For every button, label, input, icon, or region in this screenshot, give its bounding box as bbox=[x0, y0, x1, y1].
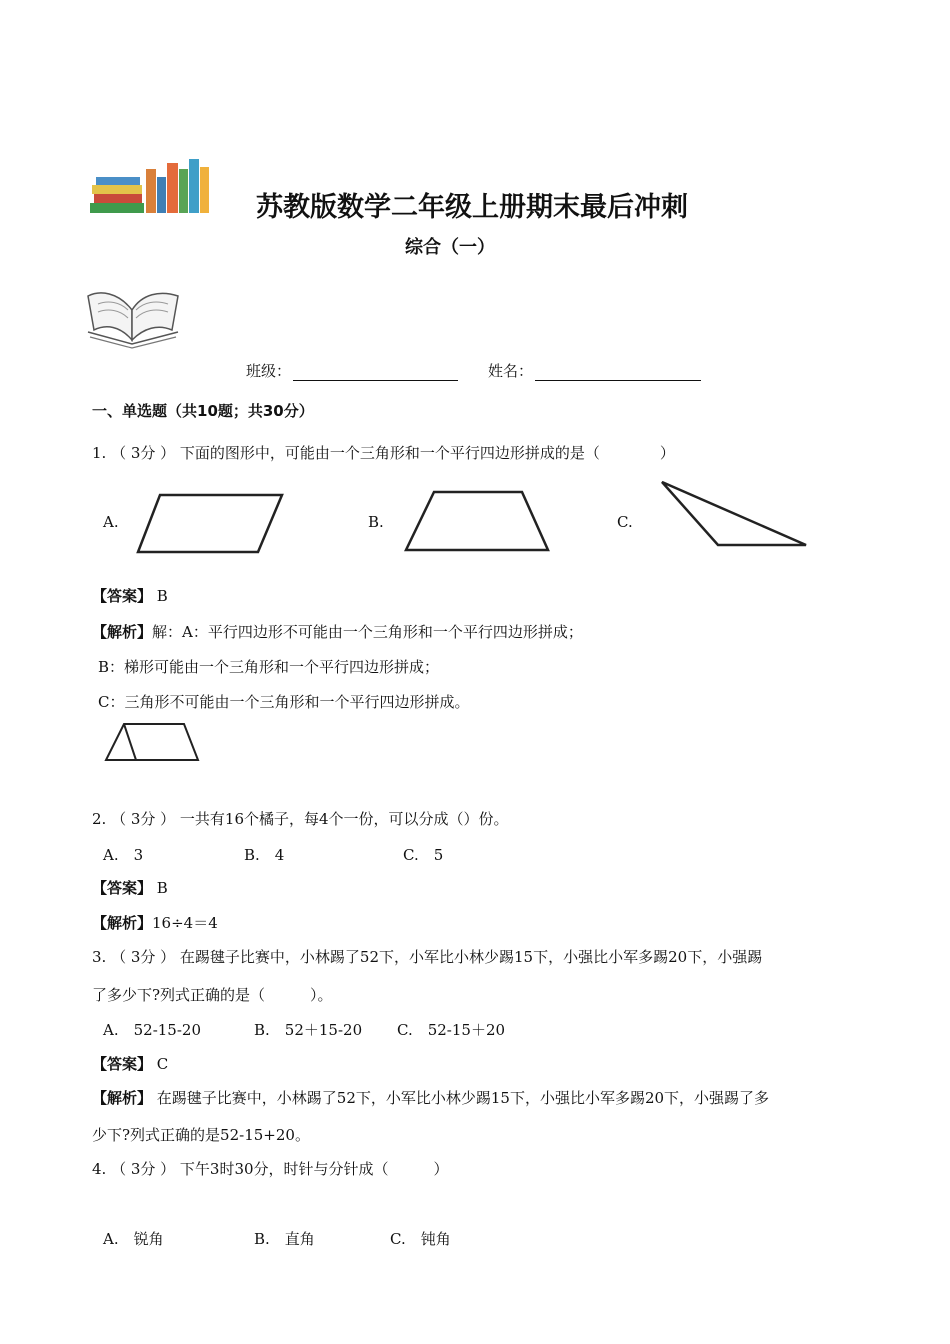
question-3-option-b[interactable]: B. 52＋15-20 bbox=[254, 1021, 363, 1039]
class-input-line[interactable] bbox=[293, 364, 458, 381]
analysis-tag: 【解析】 bbox=[92, 1089, 153, 1107]
question-3-stem-line-2: 了多少下?列式正确的是（ ）。 bbox=[92, 986, 333, 1004]
answer-value: C bbox=[156, 1055, 169, 1073]
parallelogram-figure bbox=[130, 490, 290, 560]
trapezoid-figure bbox=[396, 484, 556, 558]
triangle-figure bbox=[656, 478, 816, 552]
question-1-analysis-line-2: B：梯形可能由一个三角形和一个平行四边形拼成； bbox=[98, 658, 440, 676]
question-3-option-c[interactable]: C. 52-15＋20 bbox=[397, 1021, 506, 1039]
analysis-tag: 【解析】 bbox=[92, 914, 153, 932]
question-3-option-a[interactable]: A. 52-15-20 bbox=[103, 1021, 201, 1039]
analysis-tag: 【解析】 bbox=[92, 623, 153, 641]
analysis-line: 16÷4＝4 bbox=[152, 914, 218, 932]
question-3-stem-line-1: 3. （ 3分 ） 在踢毽子比赛中，小林踢了52下，小军比小林少踢15下，小强比小军多踢20下，小强踢 bbox=[92, 948, 763, 966]
answer-tag: 【答案】 bbox=[92, 1055, 153, 1073]
question-4-option-b[interactable]: B. 直角 bbox=[254, 1230, 315, 1248]
class-field[interactable] bbox=[246, 360, 458, 381]
trapezoid-split-figure bbox=[100, 720, 204, 768]
answer-value: B bbox=[156, 879, 168, 897]
page-title: 苏教版数学二年级上册期末最后冲刺 bbox=[256, 192, 688, 223]
question-1-answer bbox=[92, 585, 168, 606]
section-heading: 一、单选题（共10题；共30分） bbox=[92, 402, 314, 420]
question-3-analysis-line-2: 少下?列式正确的是52-15+20。 bbox=[92, 1126, 310, 1144]
question-4-option-c[interactable]: C. 钝角 bbox=[390, 1230, 451, 1248]
books-icon bbox=[88, 155, 213, 217]
question-1-stem: 1. （ 3分 ） 下面的图形中，可能由一个三角形和一个平行四边形拼成的是（ ） bbox=[92, 444, 675, 462]
page-subtitle: 综合（一） bbox=[405, 237, 495, 258]
question-2-analysis bbox=[92, 912, 218, 933]
question-1-analysis bbox=[92, 621, 583, 642]
question-2-option-c[interactable]: C. 5 bbox=[403, 846, 444, 864]
analysis-line: 在踢毽子比赛中，小林踢了52下，小军比小林少踢15下，小强比小军多踢20下，小强踢了多 bbox=[156, 1089, 770, 1107]
name-field[interactable] bbox=[488, 360, 701, 381]
question-2-option-a[interactable]: A. 3 bbox=[103, 846, 144, 864]
question-4-stem: 4. （ 3分 ） 下午3时30分，时针与分针成（ ） bbox=[92, 1160, 449, 1178]
analysis-line: 解：A：平行四边形不可能由一个三角形和一个平行四边形拼成； bbox=[152, 623, 583, 641]
question-2-stem: 2. （ 3分 ） 一共有16个橘子，每4个一份，可以分成（）份。 bbox=[92, 810, 509, 828]
answer-tag: 【答案】 bbox=[92, 879, 153, 897]
question-2-option-b[interactable]: B. 4 bbox=[244, 846, 285, 864]
question-1-analysis-line-3: C：三角形不可能由一个三角形和一个平行四边形拼成。 bbox=[98, 693, 470, 711]
answer-value: B bbox=[156, 587, 168, 605]
question-3-analysis bbox=[92, 1087, 769, 1108]
name-label: 姓名： bbox=[488, 362, 534, 380]
question-4-option-a[interactable]: A. 锐角 bbox=[103, 1230, 164, 1248]
class-label: 班级： bbox=[246, 362, 292, 380]
question-3-answer bbox=[92, 1053, 168, 1074]
name-input-line[interactable] bbox=[535, 364, 701, 381]
question-1-option-a[interactable]: A. bbox=[103, 513, 119, 531]
answer-tag: 【答案】 bbox=[92, 587, 153, 605]
question-1-option-c[interactable]: C. bbox=[617, 513, 633, 531]
open-book-icon bbox=[84, 282, 184, 352]
question-1-option-b[interactable]: B. bbox=[368, 513, 384, 531]
question-2-answer bbox=[92, 877, 168, 898]
